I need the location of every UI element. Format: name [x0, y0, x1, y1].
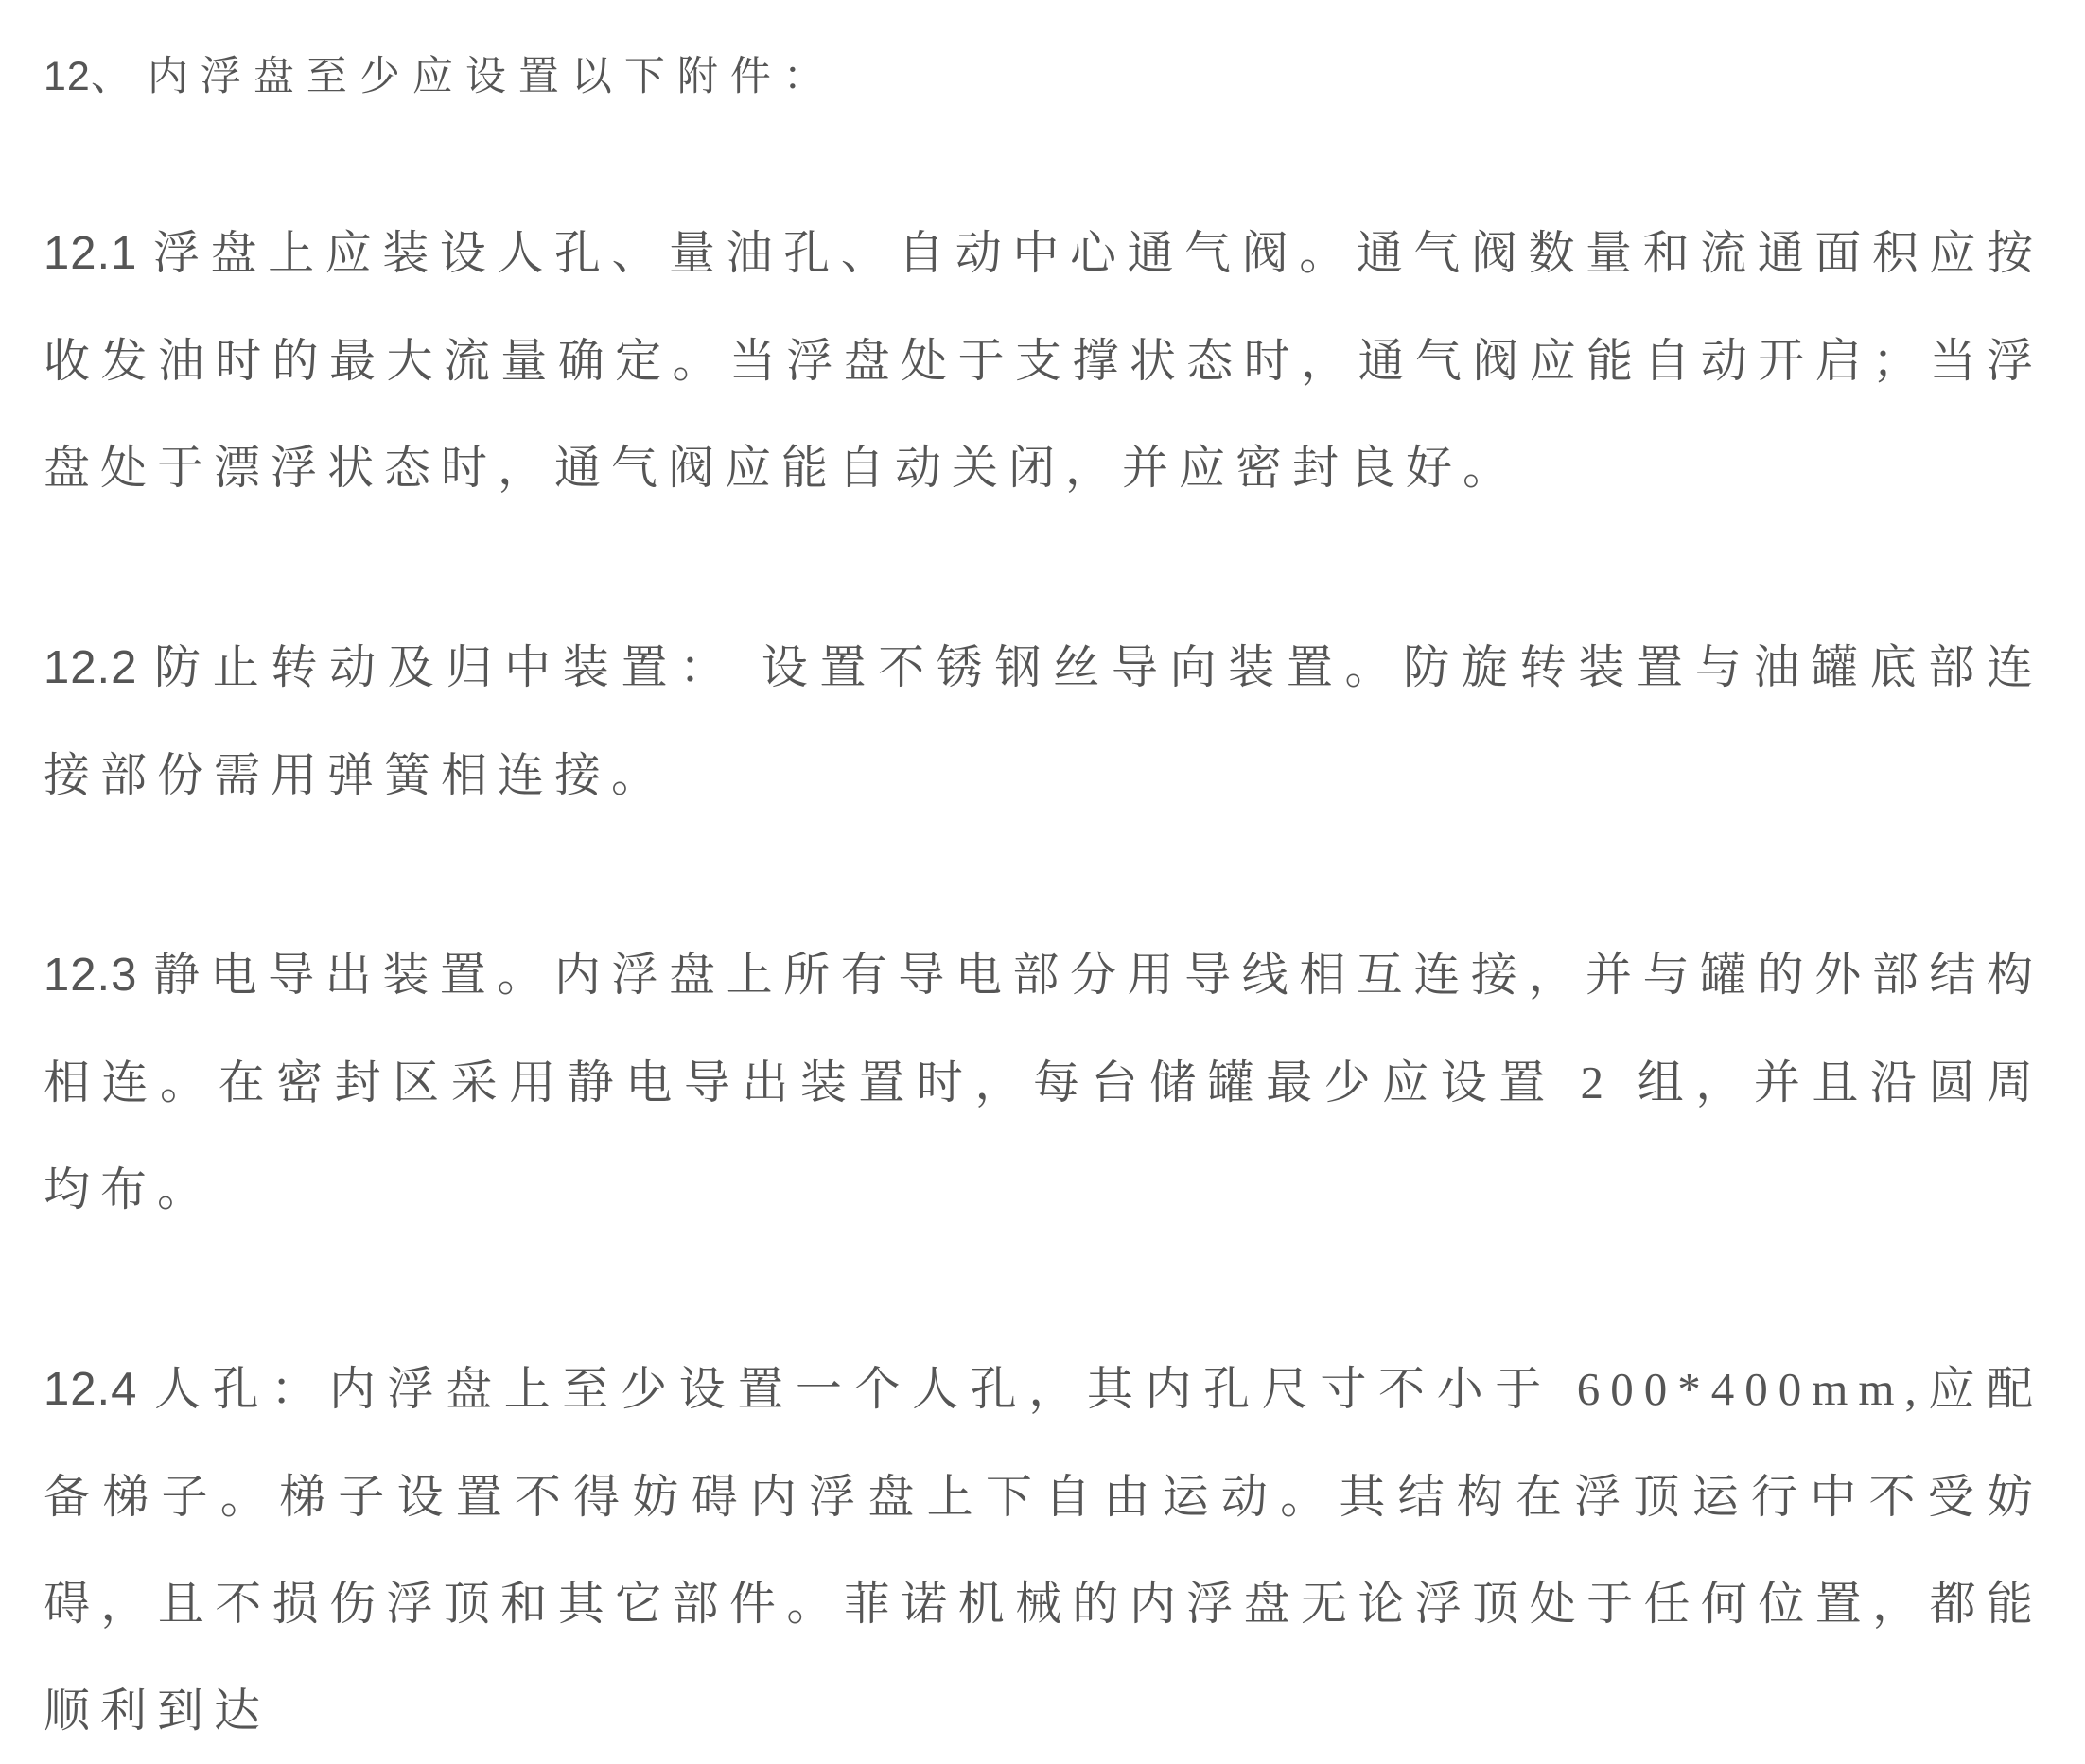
paragraph-text: 静电导出装置。内浮盘上所有导电部分用导线相互连接，并与罐的外部结构相连。在密封区采用静电导出装置时，每台储罐最少应设置 2 组，并且沿圆周均布。 [44, 949, 2043, 1215]
paragraph-12-3 [44, 921, 2043, 1243]
paragraph-text: 浮盘上应装设人孔、量油孔、自动中心通气阀。通气阀数量和流通面积应按收发油时的最大流量确定。当浮盘处于支撑状态时，通气阀应能自动开启；当浮盘处于漂浮状态时，通气阀应能自动关闭，并应密封良好。 [44, 227, 2043, 494]
paragraph-text: 防止转动及归中装置： 设置不锈钢丝导向装置。防旋转装置与油罐底部连接部份需用弹簧相连接。 [44, 641, 2043, 801]
paragraph-12-4 [44, 1336, 2043, 1764]
section-heading-12 [44, 47, 2043, 107]
paragraph-12-2 [44, 614, 2043, 829]
section-number: 12.2 [44, 642, 138, 693]
section-heading-text: 内浮盘至少应设置以下附件： [147, 55, 836, 99]
paragraph-text: 人孔：内浮盘上至少设置一个人孔，其内孔尺寸不小于 600*400mm,应配备梯子。梯子设置不得妨碍内浮盘上下自由运动。其结构在浮顶运行中不受妨碍，且不损伤浮顶和其它部件。菲诺机械的内浮盘无论浮顶处于任何位置，都能顺利到达 [44, 1363, 2043, 1737]
paragraph-12-1 [44, 200, 2043, 521]
section-number: 12.3 [44, 950, 138, 1001]
section-number: 12、 [44, 54, 132, 99]
section-number: 12.1 [44, 228, 138, 279]
section-number: 12.4 [44, 1364, 138, 1415]
